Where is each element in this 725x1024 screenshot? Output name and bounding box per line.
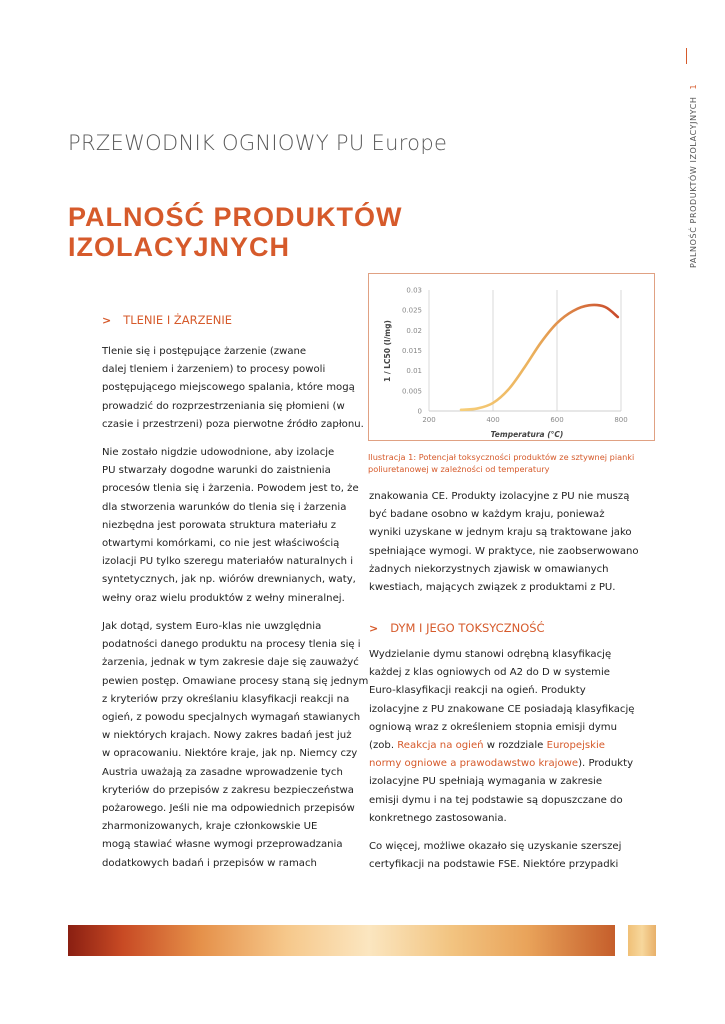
paragraph-left-3 xyxy=(102,618,368,873)
text-line: otwartymi komórkami, co nie jest właściwością xyxy=(102,538,340,550)
text-line: w opracowaniu. Niektóre kraje, jak np. Niemcy czy xyxy=(102,748,358,760)
text-line: znakowania CE. Produkty izolacyjne z PU nie muszą xyxy=(369,491,630,502)
x-tick-label: 800 xyxy=(614,416,628,424)
text-line: procesów tlenia się i żarzenia. Powodem jest to, że xyxy=(102,483,359,495)
text-line: Austria uważają za zasadne wprowadzenie tych xyxy=(102,766,343,778)
y-tick-label: 0.005 xyxy=(401,387,422,396)
y-tick-label: 0 xyxy=(417,407,422,416)
footer-band-swatch xyxy=(628,925,656,956)
text-line: wełny oraz wielu produktów z wełny mineralnej. xyxy=(102,592,345,604)
text-line: pewien postęp. Omawiane procesy staną się jednym xyxy=(102,675,369,687)
y-tick-label: 0.025 xyxy=(401,306,422,315)
text-line: czasie i przestrzeni) poza pierwotne źródło zapłonu. xyxy=(102,418,364,430)
text-line: emisji dymu i na tej podstawie są dopuszczane do xyxy=(369,794,623,806)
text-line: Co więcej, możliwe okazało się uzyskanie szerszej xyxy=(369,841,622,852)
link-fire-standards-legislation[interactable]: normy ogniowe a prawodawstwo krajowe xyxy=(369,758,579,770)
y-tick-label: 0.03 xyxy=(406,286,422,295)
y-tick-label: 0.01 xyxy=(406,367,422,376)
paragraph-right-3 xyxy=(369,838,621,874)
page-title xyxy=(68,202,498,262)
text-fragment: w rozdziale xyxy=(483,740,547,752)
text-line: syntetycznych, jak np. wiórów drewnianych, waty, xyxy=(102,574,356,586)
toxicity-chart-svg xyxy=(369,274,656,442)
text-line: dla stworzenia warunków do tlenia się i żarzenia xyxy=(102,501,347,513)
text-line: kwestiach, mających związek z produktami z PU. xyxy=(369,582,616,594)
chevron-right-icon: > xyxy=(102,314,112,327)
section-heading-text: DYM I JEGO TOKSYCZNOŚĆ xyxy=(390,621,545,635)
paragraph-left-1 xyxy=(102,343,364,434)
footer-decorative-band xyxy=(68,925,656,956)
text-line: izolacji PU tylko szeregu materiałów naturalnych i xyxy=(102,556,354,568)
page-number: 1 xyxy=(689,83,698,90)
text-line: niezbędna jest porowata struktura materiału z xyxy=(102,519,337,531)
section-heading-smoke xyxy=(369,621,545,635)
x-tick-label: 400 xyxy=(486,416,500,424)
text-line: wyniki uzyskane w jednym kraju są traktowane jako xyxy=(369,527,632,539)
page-title-line-1: PALNOŚĆ PRODUKTÓW xyxy=(68,202,403,232)
series-line-pu xyxy=(461,305,618,410)
text-line: postępującego miejscowego spalania, które mogą xyxy=(102,382,355,394)
side-header-title: PALNOŚĆ PRODUKTÓW IZOLACYJNYCH xyxy=(689,96,698,268)
text-fragment: ). Produkty xyxy=(578,758,634,770)
text-line: Jak dotąd, system Euro-klas nie uwzględnia xyxy=(102,621,322,632)
text-line: pożarowego. Jeśli nie ma odpowiednich przepisów xyxy=(102,803,355,815)
text-fragment: (zob. xyxy=(369,740,398,752)
footer-band-image xyxy=(68,925,615,956)
text-line: żarzenia, jednak w tym zakresie daje się zauważyć xyxy=(102,657,359,669)
text-line: ogniową wraz z określeniem stopnia emisji dymu xyxy=(369,721,618,733)
text-line: dodatkowych badań i przepisów w ramach xyxy=(102,857,317,869)
text-line: żadnych niekorzystnych zjawisk w omawianych xyxy=(369,563,609,575)
text-line: każdej z klas ogniowych od A2 do D w systemie xyxy=(369,667,611,679)
text-line: być badane osobno w każdym kraju, ponieważ xyxy=(369,509,605,521)
text-line: dalej tleniem i żarzeniem) to procesy powoli xyxy=(102,364,326,376)
chevron-right-icon: > xyxy=(369,622,379,635)
text-line: mogą stawiać własne wymogi przeprowadzania xyxy=(102,839,343,851)
text-line: Nie zostało nigdzie udowodnione, aby izolacje xyxy=(102,447,335,458)
section-heading-text: TLENIE I ŻARZENIE xyxy=(123,313,233,327)
y-tick-label: 0.02 xyxy=(406,326,422,335)
paragraph-right-2 xyxy=(369,646,635,828)
text-line: prowadzić do rozprzestrzeniania się płomieni (w xyxy=(102,400,345,412)
chart-caption: Ilustracja 1: Potencjał toksyczności produktów ze sztywnej pianki poliuretanowej w zależności od temperatury xyxy=(368,452,635,474)
x-axis-label: Temperatura (°C) xyxy=(490,430,564,439)
toxicity-chart xyxy=(368,273,655,441)
paragraph-right-1 xyxy=(369,488,639,597)
text-line: izolacyjne z PU znakowane CE posiadają klasyfikację xyxy=(369,703,635,715)
text-line: kryteriów do przepisów z zakresu bezpieczeństwa xyxy=(102,784,354,796)
paragraph-left-2 xyxy=(102,444,359,608)
y-axis-label: 1 / LC50 (l/mg) xyxy=(383,320,392,382)
text-line: z kryteriów przy określaniu klasyfikacji reakcji na xyxy=(102,693,350,705)
page-title-line-2: IZOLACYJNYCH xyxy=(68,232,291,262)
guide-kicker: PRZEWODNIK OGNIOWY PU Europe xyxy=(68,131,448,155)
text-line: ogień, z powodu specjalnych wymagań stawianych xyxy=(102,712,361,724)
text-line: Tlenie się i postępujące żarzenie (zwane xyxy=(102,346,307,357)
text-line: zharmonizowanych, kraje członkowskie UE xyxy=(102,821,318,833)
side-header-rule xyxy=(686,48,687,64)
link-reaction-to-fire[interactable]: Reakcja na ogień xyxy=(397,740,484,752)
x-tick-label: 200 xyxy=(422,416,436,424)
text-line: certyfikacji na podstawie FSE. Niektóre przypadki xyxy=(369,859,619,871)
text-line: Euro-klasyfikacji reakcji na ogień. Produkty xyxy=(369,685,586,697)
side-header xyxy=(689,84,698,268)
link-european-standards[interactable]: Europejskie xyxy=(546,740,606,752)
x-tick-label: 600 xyxy=(550,416,564,424)
section-heading-smouldering xyxy=(102,313,232,327)
text-line: w niektórych krajach. Nowy zakres badań jest już xyxy=(102,730,352,742)
text-line: Wydzielanie dymu stanowi odrębną klasyfikację xyxy=(369,649,612,660)
text-line: PU stwarzały dogodne warunki do zaistnienia xyxy=(102,465,331,477)
text-line: podatności danego produktu na procesy tlenia się i xyxy=(102,639,361,651)
text-line-with-link xyxy=(369,755,635,773)
text-line: spełniające wymogi. W praktyce, nie zaobserwowano xyxy=(369,545,639,557)
text-line-with-links xyxy=(369,737,635,755)
text-line: izolacyjne PU spełniają wymagania w zakresie xyxy=(369,776,603,788)
text-line: konkretnego zastosowania. xyxy=(369,812,507,824)
y-tick-label: 0.015 xyxy=(401,347,422,355)
